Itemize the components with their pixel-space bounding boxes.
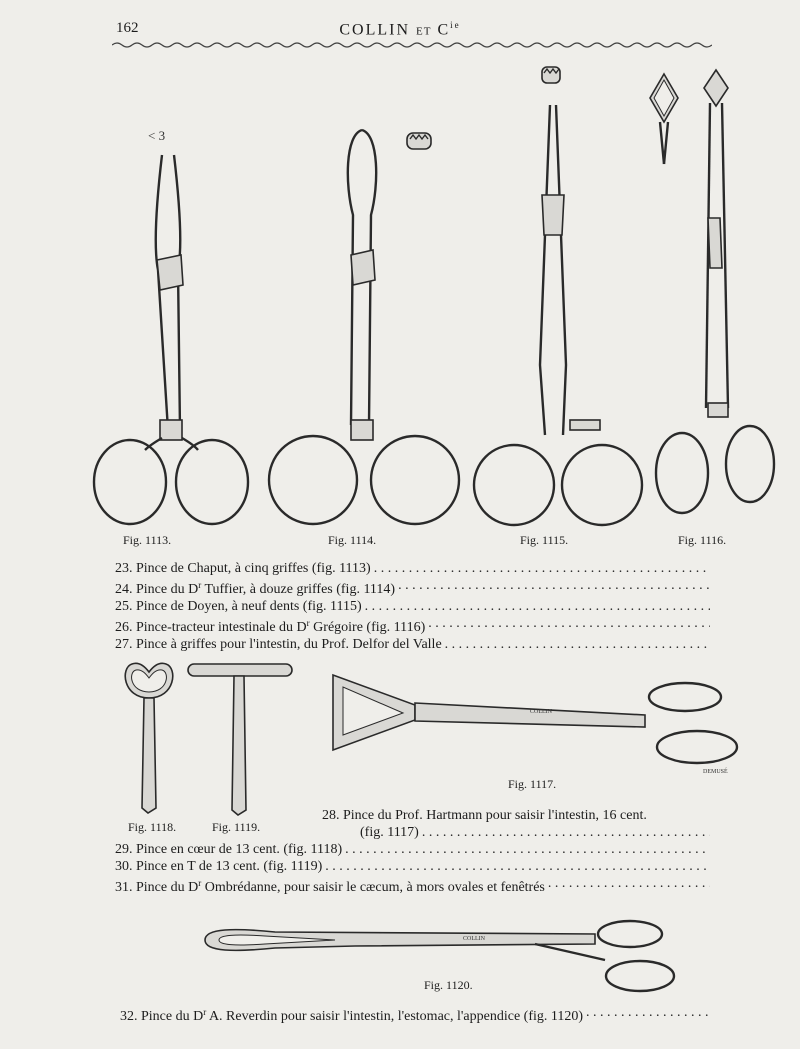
forceps-1119-illustration [186, 660, 296, 818]
forceps-1117-illustration [325, 665, 745, 777]
item-number: 30. [115, 859, 133, 874]
item-text: Pince du Prof. Hartmann pour saisir l'intestin, 16 cent. [343, 808, 647, 823]
header-wavy-rule [112, 38, 712, 52]
caption-fig-1117: Fig. 1117. [508, 777, 557, 791]
engraver-signature: DEMUSÉ [703, 769, 728, 775]
list-item-32 [120, 1004, 710, 1025]
item-number: 32. [120, 1009, 138, 1024]
item-sup: r [306, 618, 310, 628]
item-text: Tuffier, à douze griffes (fig. 1114) [201, 582, 396, 597]
list-item-29 [115, 841, 710, 858]
item-text: Pince en T de 13 cent. (fig. 1119) [136, 859, 323, 874]
item-text: Pince de Doyen, à neuf dents (fig. 1115) [136, 599, 362, 614]
page-number: 162 [116, 20, 139, 36]
item-text: (fig. 1117) [360, 825, 419, 840]
item-list-top [115, 560, 710, 653]
list-item-23 [115, 560, 710, 577]
running-head-main: COLLIN [339, 21, 411, 39]
item-list-28 [322, 807, 710, 841]
item-text: Pince à griffes pour l'intestin, du Prof. Delfor del Valle [136, 637, 442, 652]
item-text: Pince en cœur de 13 cent. (fig. 1118) [136, 842, 343, 857]
forceps-1114-illustration [265, 125, 465, 530]
list-item-26 [115, 615, 710, 636]
caption-fig-1113: Fig. 1113. [123, 533, 172, 547]
item-text: Ombrédanne, pour saisir le cæcum, à mors ovales et fenêtrés [201, 880, 545, 895]
forceps-1115-illustration [470, 65, 650, 530]
item-list-bottom [120, 1004, 710, 1025]
item-sup: r [198, 878, 202, 888]
list-item-27 [115, 636, 710, 653]
forceps-1113-illustration [90, 120, 255, 530]
running-head [0, 20, 800, 39]
item-number: 25. [115, 599, 133, 614]
list-item-30 [115, 858, 710, 875]
item-text: Pince-tracteur intestinale du D [136, 620, 307, 635]
caption-fig-1115: Fig. 1115. [520, 533, 569, 547]
list-item-25 [115, 598, 710, 615]
item-number: 27. [115, 637, 133, 652]
item-text: A. Reverdin pour saisir l'intestin, l'estomac, l'appendice (fig. 1120) [206, 1009, 584, 1024]
item-number: 28. [322, 808, 340, 823]
caption-fig-1120: Fig. 1120. [424, 978, 473, 992]
forceps-1116-illustration [650, 68, 780, 530]
svg-text:< 3: < 3 [148, 128, 166, 143]
item-sup: r [203, 1007, 207, 1017]
running-head-et: ET [416, 25, 432, 38]
running-head-sup: ie [450, 20, 461, 30]
item-list-middle [115, 841, 710, 896]
item-number: 29. [115, 842, 133, 857]
item-number: 24. [115, 582, 133, 597]
caption-fig-1114: Fig. 1114. [328, 533, 377, 547]
caption-fig-1119: Fig. 1119. [212, 820, 261, 834]
running-head-c: C [437, 21, 451, 39]
item-number: 23. [115, 561, 133, 576]
caption-fig-1116: Fig. 1116. [678, 533, 727, 547]
brand-mark-1117: COLLIN [530, 709, 552, 715]
item-sup: r [198, 580, 202, 590]
item-text: Pince du D [141, 1009, 204, 1024]
item-number: 31. [115, 880, 133, 895]
list-item-28 [322, 807, 710, 824]
item-number: 26. [115, 620, 133, 635]
item-text: Grégoire (fig. 1116) [309, 620, 426, 635]
list-item-24 [115, 577, 710, 598]
item-text: Pince du D [136, 582, 199, 597]
caption-fig-1118: Fig. 1118. [128, 820, 177, 834]
list-item-31 [115, 875, 710, 896]
forceps-1118-illustration [118, 658, 180, 818]
item-text: Pince de Chaput, à cinq griffes (fig. 1113) [136, 561, 371, 576]
brand-mark-1120: COLLIN [463, 936, 485, 942]
item-text: Pince du D [136, 880, 199, 895]
